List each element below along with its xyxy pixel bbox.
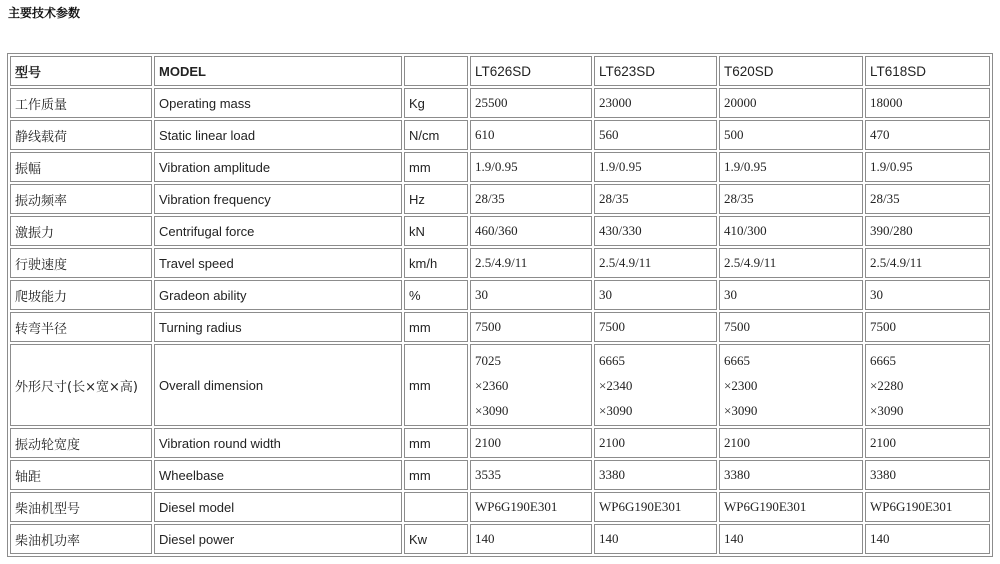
model-header-cell: LT618SD [865, 56, 990, 86]
param-en-name: Centrifugal force [154, 216, 402, 246]
param-value: 3380 [719, 460, 863, 490]
param-unit: % [404, 280, 468, 310]
param-unit: Kw [404, 524, 468, 554]
dimension-line: 6665 [599, 352, 625, 368]
param-value: 610 [470, 120, 592, 150]
param-zh-name: 外形尺寸(长×宽×高) [10, 344, 152, 426]
param-value: WP6G190E301 [719, 492, 863, 522]
param-unit: Hz [404, 184, 468, 214]
param-value: 390/280 [865, 216, 990, 246]
param-value [719, 344, 863, 426]
param-value: 2100 [865, 428, 990, 458]
param-zh-name: 振动频率 [10, 184, 152, 214]
param-value: 30 [470, 280, 592, 310]
spec-table [7, 53, 993, 557]
param-unit: kN [404, 216, 468, 246]
param-unit: mm [404, 460, 468, 490]
param-value: 18000 [865, 88, 990, 118]
dimension-line: ×3090 [475, 402, 509, 418]
param-zh-name: 爬坡能力 [10, 280, 152, 310]
param-value: 140 [594, 524, 717, 554]
param-value: 500 [719, 120, 863, 150]
param-value: 470 [865, 120, 990, 150]
param-value: 1.9/0.95 [719, 152, 863, 182]
param-value: 460/360 [470, 216, 592, 246]
param-value: 2.5/4.9/11 [594, 248, 717, 278]
param-value: 2100 [470, 428, 592, 458]
dimension-line: 7025 [475, 352, 501, 368]
param-value [594, 344, 717, 426]
param-value: 30 [865, 280, 990, 310]
param-value: 430/330 [594, 216, 717, 246]
table-row [10, 524, 990, 554]
table-row [10, 248, 990, 278]
header-zh-label: 型号 [10, 56, 152, 86]
dimension-line: 6665 [724, 352, 750, 368]
dimension-line: 6665 [870, 352, 896, 368]
dimension-line: ×3090 [599, 402, 633, 418]
table-row [10, 88, 990, 118]
page-title: 主要技术参数 [8, 6, 81, 20]
param-zh-name: 工作质量 [10, 88, 152, 118]
param-en-name: Travel speed [154, 248, 402, 278]
param-en-name: Gradeon ability [154, 280, 402, 310]
table-row [10, 492, 990, 522]
param-zh-name: 转弯半径 [10, 312, 152, 342]
param-value: 1.9/0.95 [865, 152, 990, 182]
model-header-cell: LT623SD [594, 56, 717, 86]
param-value: 1.9/0.95 [470, 152, 592, 182]
param-en-name: Vibration frequency [154, 184, 402, 214]
param-zh-name: 柴油机功率 [10, 524, 152, 554]
param-value: 30 [719, 280, 863, 310]
model-header-cell: T620SD [719, 56, 863, 86]
table-row [10, 280, 990, 310]
param-value: 2.5/4.9/11 [865, 248, 990, 278]
param-value: WP6G190E301 [865, 492, 990, 522]
param-zh-name: 激振力 [10, 216, 152, 246]
param-value: 560 [594, 120, 717, 150]
param-zh-name: 振动轮宽度 [10, 428, 152, 458]
param-zh-name: 静线载荷 [10, 120, 152, 150]
table-row [10, 312, 990, 342]
table-row [10, 152, 990, 182]
param-value: 2.5/4.9/11 [719, 248, 863, 278]
param-value: 2.5/4.9/11 [470, 248, 592, 278]
param-value: 140 [719, 524, 863, 554]
param-zh-name: 轴距 [10, 460, 152, 490]
param-value: 2100 [719, 428, 863, 458]
dimension-line: ×3090 [724, 402, 758, 418]
param-value: 3380 [594, 460, 717, 490]
param-unit: N/cm [404, 120, 468, 150]
table-row [10, 216, 990, 246]
param-value: 28/35 [470, 184, 592, 214]
param-zh-name: 振幅 [10, 152, 152, 182]
param-value: 7500 [865, 312, 990, 342]
param-value: 140 [865, 524, 990, 554]
param-value: WP6G190E301 [594, 492, 717, 522]
param-value [470, 344, 592, 426]
table-row [10, 428, 990, 458]
dimension-line: ×3090 [870, 402, 904, 418]
param-en-name: Vibration amplitude [154, 152, 402, 182]
param-value: 3380 [865, 460, 990, 490]
dimension-line: ×2340 [599, 377, 633, 393]
param-value: 30 [594, 280, 717, 310]
param-value [865, 344, 990, 426]
param-value: 7500 [719, 312, 863, 342]
param-value: 23000 [594, 88, 717, 118]
table-row [10, 184, 990, 214]
param-value: 1.9/0.95 [594, 152, 717, 182]
table-row [10, 120, 990, 150]
table-row-dimension [10, 344, 990, 426]
param-unit: km/h [404, 248, 468, 278]
header-en-label: MODEL [154, 56, 402, 86]
param-value: 7500 [470, 312, 592, 342]
param-en-name: Diesel power [154, 524, 402, 554]
param-en-name: Turning radius [154, 312, 402, 342]
param-unit: mm [404, 344, 468, 426]
param-zh-name: 行驶速度 [10, 248, 152, 278]
param-en-name: Static linear load [154, 120, 402, 150]
param-value: 25500 [470, 88, 592, 118]
param-en-name: Diesel model [154, 492, 402, 522]
param-value: WP6G190E301 [470, 492, 592, 522]
dimension-line: ×2300 [724, 377, 758, 393]
param-value: 20000 [719, 88, 863, 118]
param-value: 140 [470, 524, 592, 554]
param-value: 28/35 [865, 184, 990, 214]
dimension-line: ×2360 [475, 377, 509, 393]
spec-table-body [10, 56, 990, 554]
param-zh-name: 柴油机型号 [10, 492, 152, 522]
param-value: 2100 [594, 428, 717, 458]
param-value: 7500 [594, 312, 717, 342]
param-value: 410/300 [719, 216, 863, 246]
param-unit [404, 492, 468, 522]
param-en-name: Vibration round width [154, 428, 402, 458]
model-header-cell: LT626SD [470, 56, 592, 86]
dimension-line: ×2280 [870, 377, 904, 393]
header-unit-cell [404, 56, 468, 86]
param-unit: mm [404, 312, 468, 342]
param-en-name: Overall dimension [154, 344, 402, 426]
param-unit: mm [404, 428, 468, 458]
param-unit: mm [404, 152, 468, 182]
param-value: 3535 [470, 460, 592, 490]
param-en-name: Wheelbase [154, 460, 402, 490]
param-value: 28/35 [719, 184, 863, 214]
table-header-row [10, 56, 990, 86]
param-en-name: Operating mass [154, 88, 402, 118]
table-row [10, 460, 990, 490]
param-value: 28/35 [594, 184, 717, 214]
param-unit: Kg [404, 88, 468, 118]
